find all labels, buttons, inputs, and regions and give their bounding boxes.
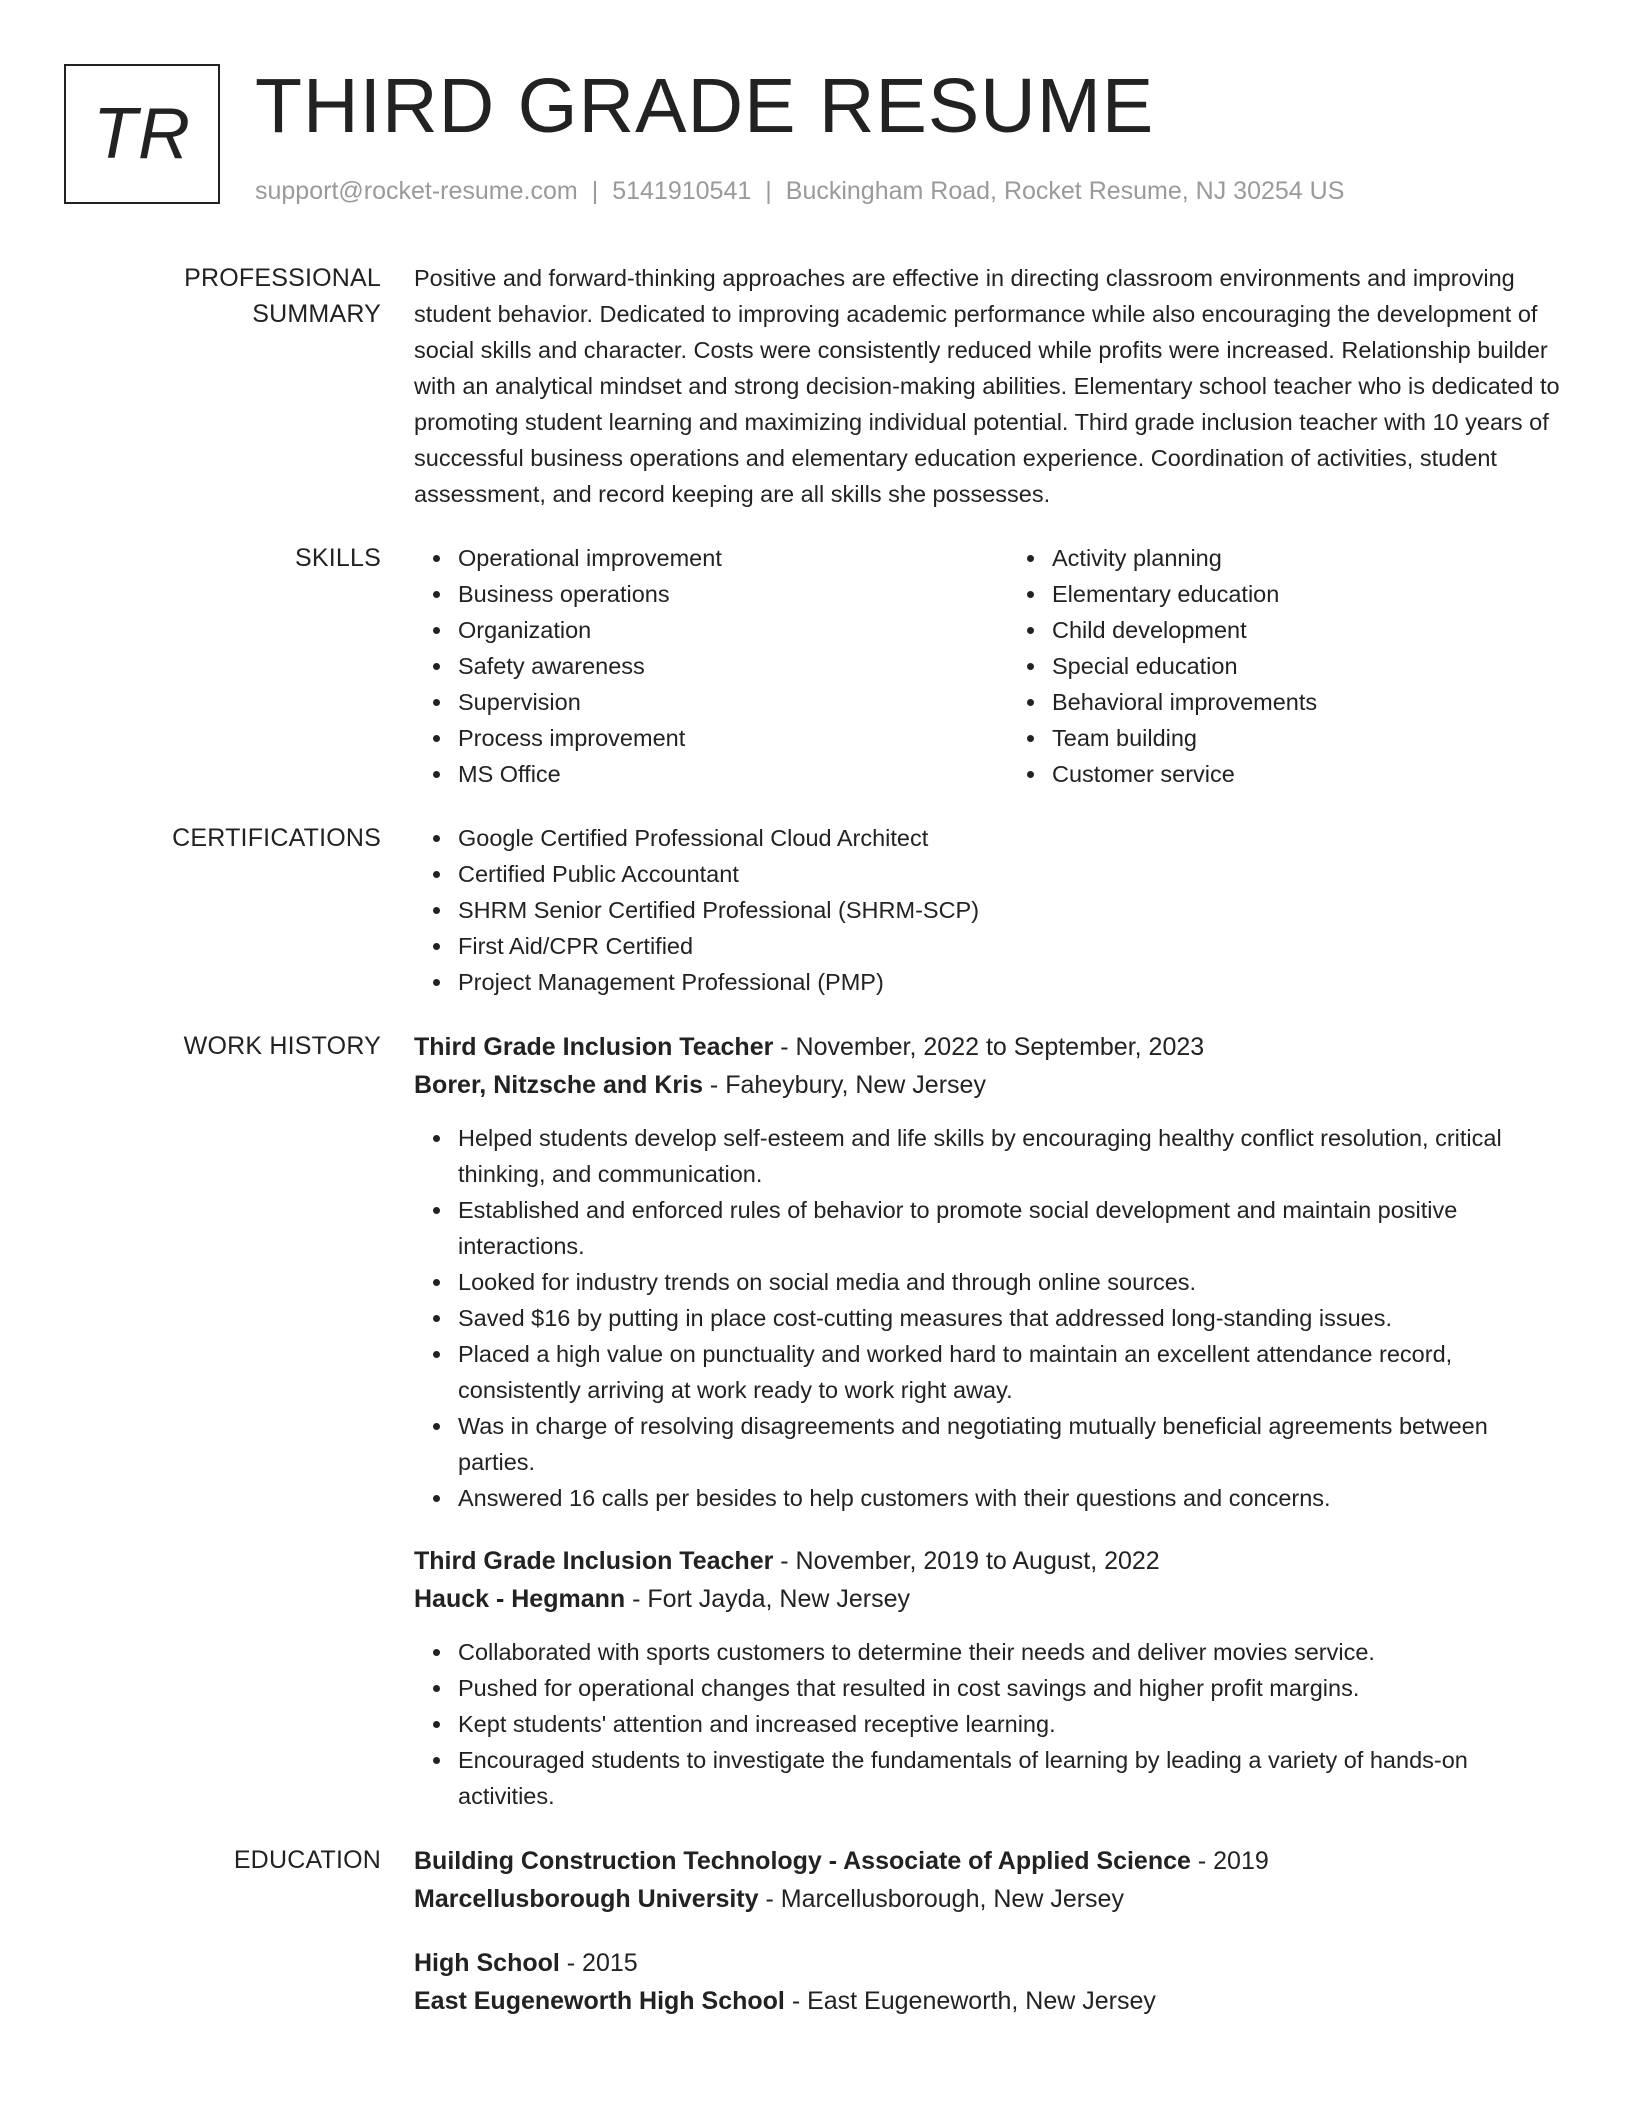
job-duty-item: Helped students develop self-esteem and life skills by encouraging healthy conflict resolution, critical thinking, and communication. [458,1120,1570,1192]
resume-header [64,64,1564,214]
skills-list-left [414,540,1008,792]
education-location: - East Eugeneworth, New Jersey [784,1987,1156,2015]
skill-item: Safety awareness [458,648,1008,684]
section-title-summary: PROFESSIONAL SUMMARY [184,264,381,328]
job-company: Hauck - Hegmann [414,1585,626,1613]
section-work-history [64,1028,1570,1814]
job-entry [414,1028,1570,1516]
job-duty-item: Saved $16 by putting in place cost-cutting measures that addressed long-standing issues. [458,1300,1570,1336]
job-title-line [414,1542,1570,1580]
skill-item: Behavioral improvements [1052,684,1602,720]
education-year: - 2015 [559,1949,638,1977]
education-degree-line [414,1944,1570,1982]
job-duties-list [414,1634,1570,1814]
job-duty-item: Answered 16 calls per besides to help customers with their questions and concerns. [458,1480,1570,1516]
skill-item: Process improvement [458,720,1008,756]
skill-item: Child development [1052,612,1602,648]
job-company: Borer, Nitzsche and Kris [414,1071,703,1099]
job-duty-item: Placed a high value on punctuality and worked hard to maintain an excellent attendance record, consistently arriving at work ready to work right away. [458,1336,1570,1408]
certification-item: Google Certified Professional Cloud Architect [458,820,1570,856]
skill-item: MS Office [458,756,1008,792]
job-duty-item: Looked for industry trends on social media and through online sources. [458,1264,1570,1300]
section-title-skills: SKILLS [295,544,381,572]
job-location: - Faheybury, New Jersey [702,1071,986,1099]
job-dates: - November, 2019 to August, 2022 [773,1547,1160,1575]
resume-sections [64,260,1570,2048]
job-role: Third Grade Inclusion Teacher [414,1033,774,1061]
resume-name: THIRD GRADE RESUME [255,63,1155,149]
skills-grid [414,540,1602,792]
certification-item: Certified Public Accountant [458,856,1570,892]
contact-phone[interactable]: 5141910541 [612,177,752,205]
section-education [64,1842,1570,2020]
section-title-certifications: CERTIFICATIONS [172,824,381,852]
certification-item: Project Management Professional (PMP) [458,964,1570,1000]
contact-address: Buckingham Road, Rocket Resume, NJ 30254 US [785,177,1345,205]
education-location: - Marcellusborough, New Jersey [758,1885,1124,1913]
skill-item: Special education [1052,648,1602,684]
section-skills [64,540,1570,792]
certifications-body [414,820,1570,1000]
contact-line [255,176,1344,206]
education-school: Marcellusborough University [414,1885,759,1913]
education-body [414,1842,1570,2020]
skill-item: Customer service [1052,756,1602,792]
job-duty-item: Collaborated with sports customers to determine their needs and deliver movies service. [458,1634,1570,1670]
education-school-line [414,1982,1570,2020]
skill-item: Business operations [458,576,1008,612]
education-school: East Eugeneworth High School [414,1987,785,2015]
skill-item: Organization [458,612,1008,648]
certification-item: First Aid/CPR Certified [458,928,1570,964]
job-location: - Fort Jayda, New Jersey [625,1585,910,1613]
job-duty-item: Was in charge of resolving disagreements and negotiating mutually beneficial agreements between parties. [458,1408,1570,1480]
work-history-body [414,1028,1570,1814]
job-entry [414,1542,1570,1814]
education-entry [414,1842,1570,1918]
job-duty-item: Kept students' attention and increased receptive learning. [458,1706,1570,1742]
skill-item: Activity planning [1052,540,1602,576]
contact-separator: | [591,177,599,205]
job-duties-list [414,1120,1570,1516]
skill-item: Team building [1052,720,1602,756]
contact-email[interactable]: support@rocket-resume.com [255,177,578,205]
job-dates: - November, 2022 to September, 2023 [773,1033,1205,1061]
section-title-work-history: WORK HISTORY [183,1032,381,1060]
summary-text: Positive and forward-thinking approaches are effective in directing classroom environments and improving student behavior. Dedicated to improving academic performance while also encouraging the development of social skills and character. Costs were consistently reduced while profits were increased. Relationship builder with an analytical mindset and strong decision-making abilities. Elementary school teacher who is dedicated to promoting student learning and maximizing individual potential. Third grade inclusion teacher with 10 years of successful business operations and elementary education experience. Coordination of activities, student assessment, and record keeping are all skills she possesses. [414,265,1560,507]
job-role: Third Grade Inclusion Teacher [414,1547,774,1575]
education-year: - 2019 [1190,1847,1269,1875]
skill-item: Operational improvement [458,540,1008,576]
education-entry [414,1944,1570,2020]
certifications-list [414,820,1570,1000]
job-duty-item: Encouraged students to investigate the fundamentals of learning by leading a variety of hands-on activities. [458,1742,1570,1814]
job-duty-item: Pushed for operational changes that resulted in cost savings and higher profit margins. [458,1670,1570,1706]
skill-item: Supervision [458,684,1008,720]
section-certifications [64,820,1570,1000]
skills-body [414,540,1602,792]
education-school-line [414,1880,1570,1918]
education-degree-line [414,1842,1570,1880]
section-title-education: EDUCATION [233,1846,381,1874]
education-degree: High School [414,1949,560,1977]
job-title-line [414,1028,1570,1066]
education-degree: Building Construction Technology - Associate of Applied Science [414,1847,1191,1875]
skills-list-right [1008,540,1602,792]
summary-body [414,260,1570,512]
skill-item: Elementary education [1052,576,1602,612]
contact-separator: | [765,177,772,205]
monogram-logo: TR [64,64,220,204]
job-company-line [414,1066,1570,1104]
section-summary [64,260,1570,512]
certification-item: SHRM Senior Certified Professional (SHRM-SCP) [458,892,1570,928]
job-company-line [414,1580,1570,1618]
job-duty-item: Established and enforced rules of behavior to promote social development and maintain positive interactions. [458,1192,1570,1264]
